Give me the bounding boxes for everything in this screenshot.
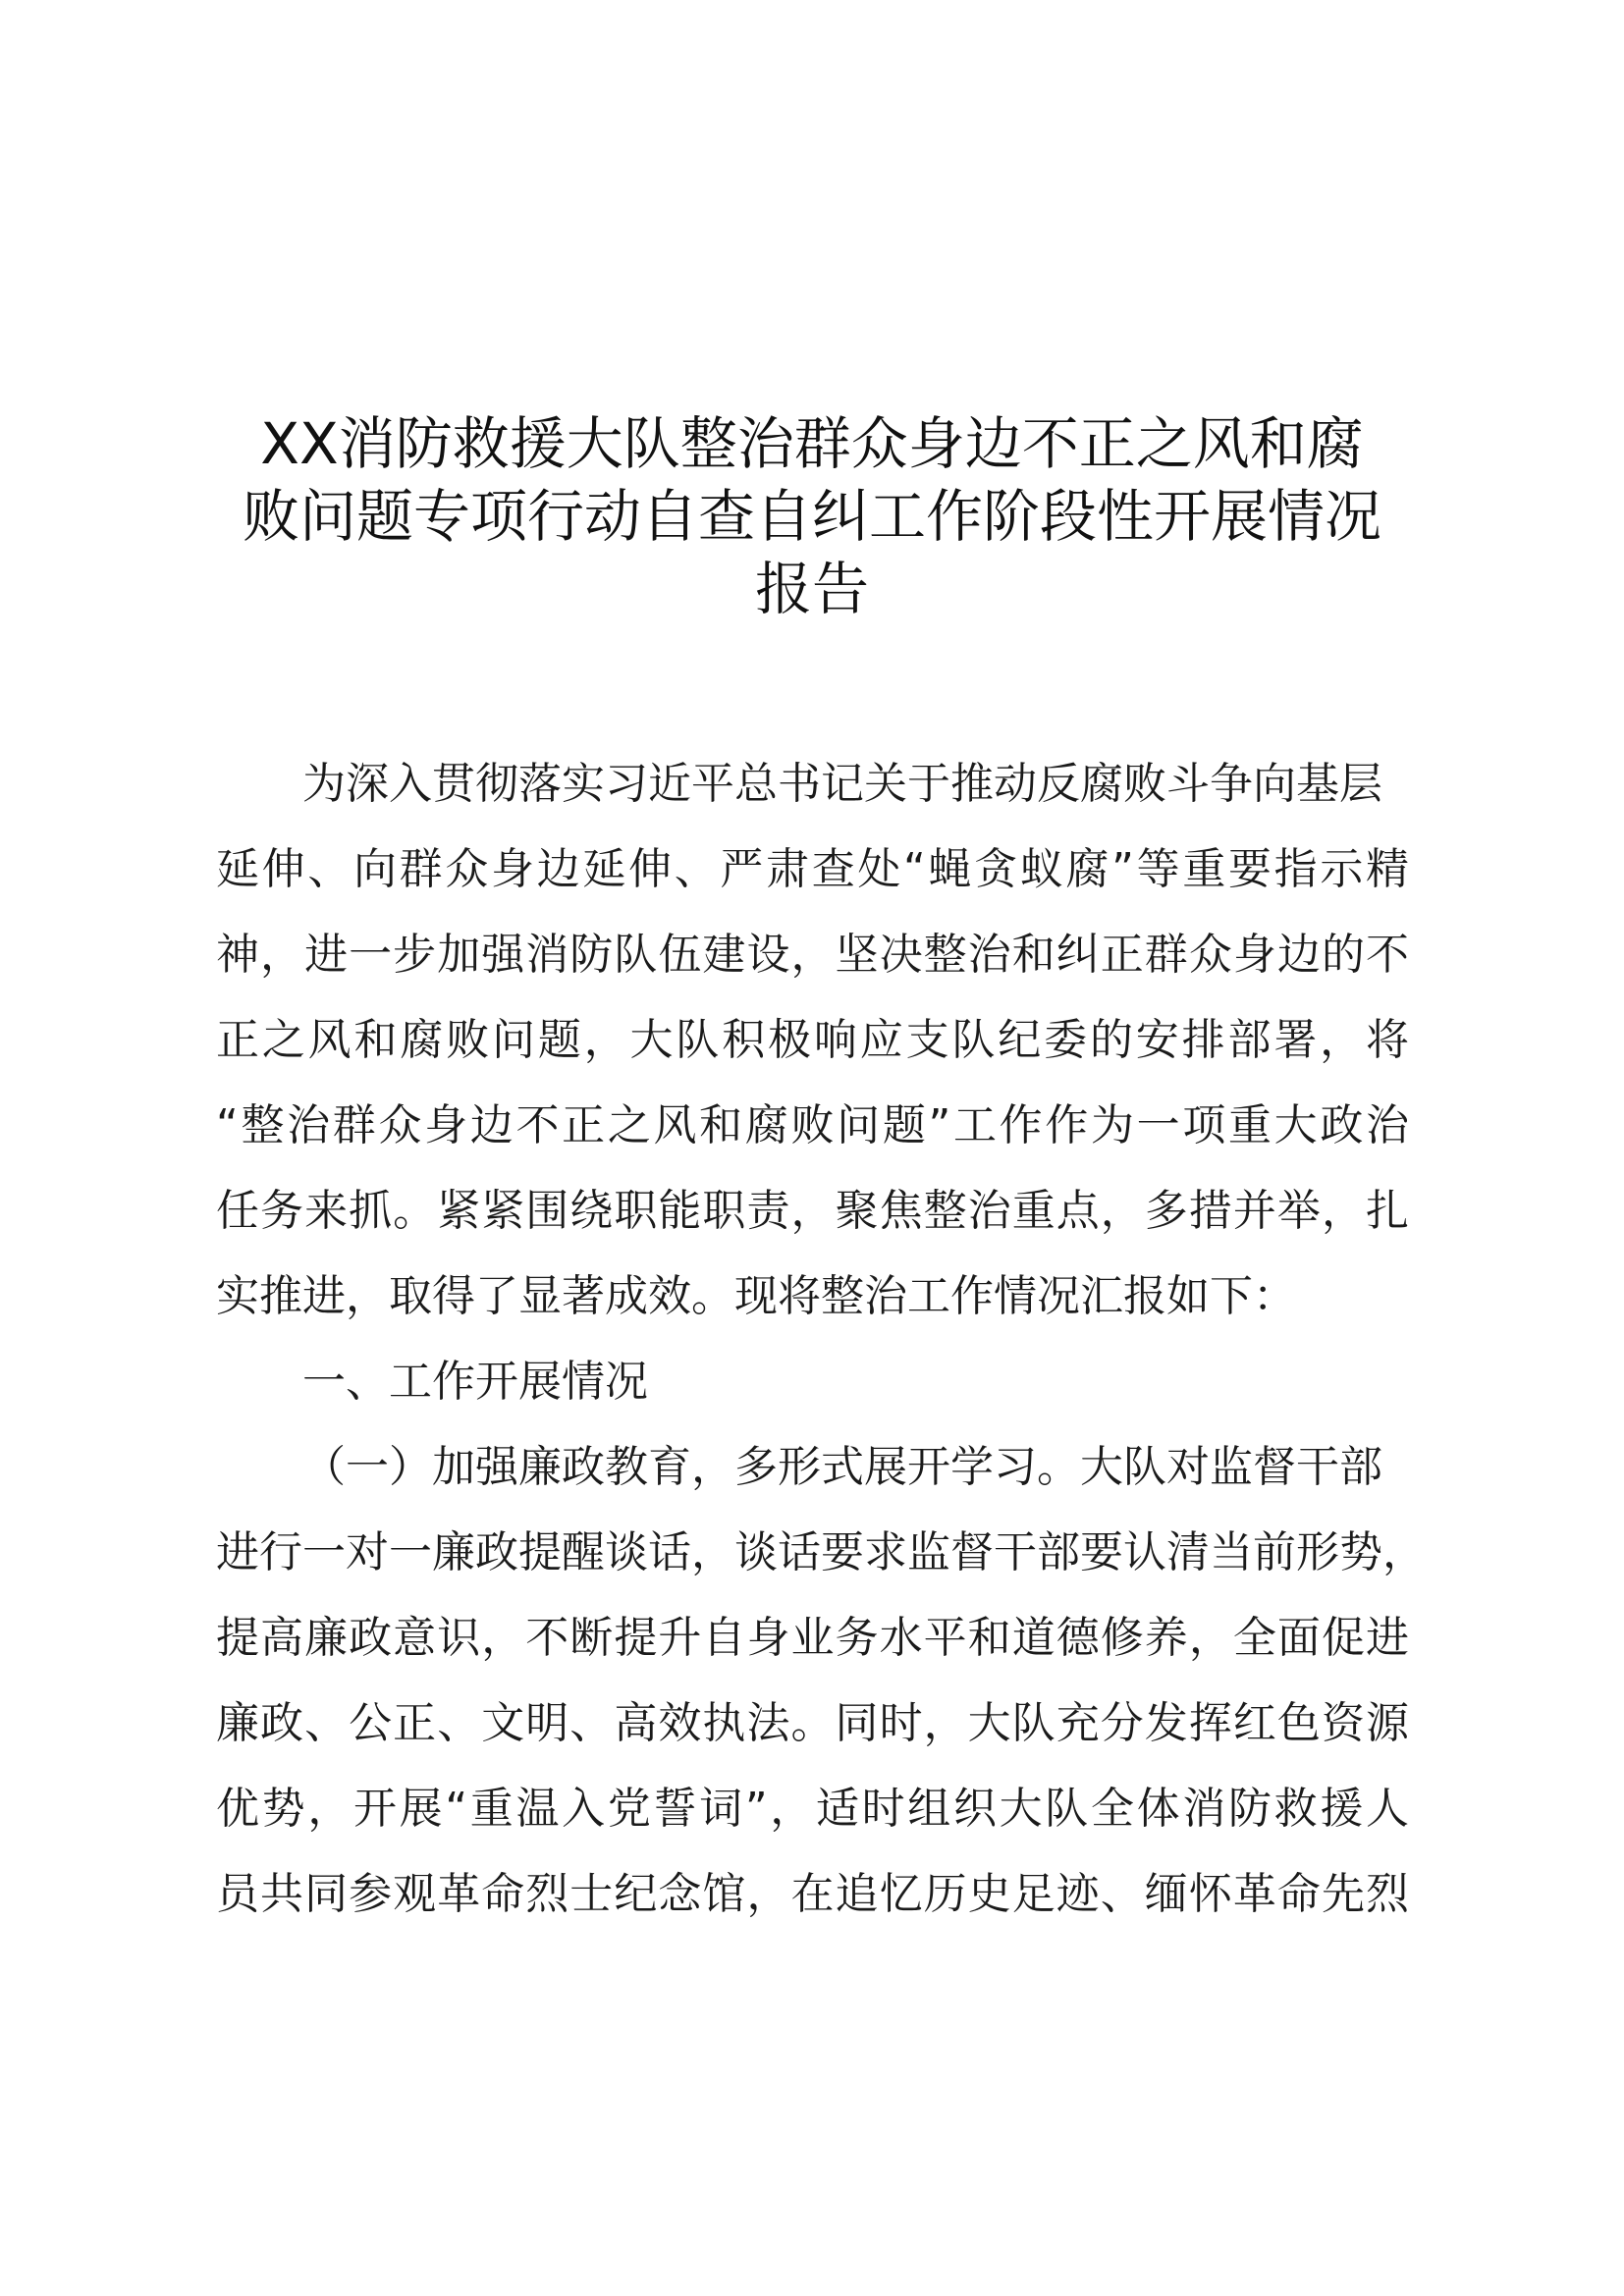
document-title: [196, 407, 1428, 625]
body-line-7: 实推进，取得了显著成效。现将整治工作情况汇报如下：: [216, 1271, 1296, 1321]
body-line-14: 员共同参观革命烈士纪念馆，在追忆历史足迹、缅怀革命先烈: [216, 1869, 1409, 1919]
body-line-9: （一）加强廉政教育，多形式展开学习。大队对监督干部: [302, 1442, 1382, 1492]
body-line-11: 提高廉政意识，不断提升自身业务水平和道德修养，全面促进: [216, 1613, 1409, 1663]
body-line-3: 神，进一步加强消防队伍建设，坚决整治和纠正群众身边的不: [216, 930, 1409, 980]
body-line-10: 进行一对一廉政提醒谈话，谈话要求监督干部要认清当前形势，: [216, 1527, 1426, 1577]
title-line-1: XX消防救援大队整治群众身边不正之风和腐: [260, 410, 1364, 477]
body-line-2: 延伸、向群众身边延伸、严肃查处“蝇贪蚁腐”等重要指示精: [216, 844, 1409, 894]
title-line-3: 报告: [754, 556, 869, 622]
body-line-6: 任务来抓。紧紧围绕职能职责，聚焦整治重点，多措并举，扎: [216, 1186, 1409, 1236]
section-heading: 一、工作开展情况: [302, 1357, 648, 1407]
body-line-13: 优势，开展“重温入党誓词”，适时组织大队全体消防救援人: [216, 1784, 1409, 1834]
body-line-1: 为深入贯彻落实习近平总书记关于推动反腐败斗争向基层: [302, 759, 1382, 809]
body-line-12: 廉政、公正、文明、高效执法。同时，大队充分发挥红色资源: [216, 1698, 1409, 1748]
document-body: [216, 741, 1426, 1937]
body-line-5: “整治群众身边不正之风和腐败问题”工作作为一项重大政治: [216, 1100, 1409, 1150]
body-line-4: 正之风和腐败问题，大队积极响应支队纪委的安排部署，将: [216, 1015, 1409, 1065]
title-line-2: 败问题专项行动自查自纠工作阶段性开展情况: [242, 483, 1381, 550]
